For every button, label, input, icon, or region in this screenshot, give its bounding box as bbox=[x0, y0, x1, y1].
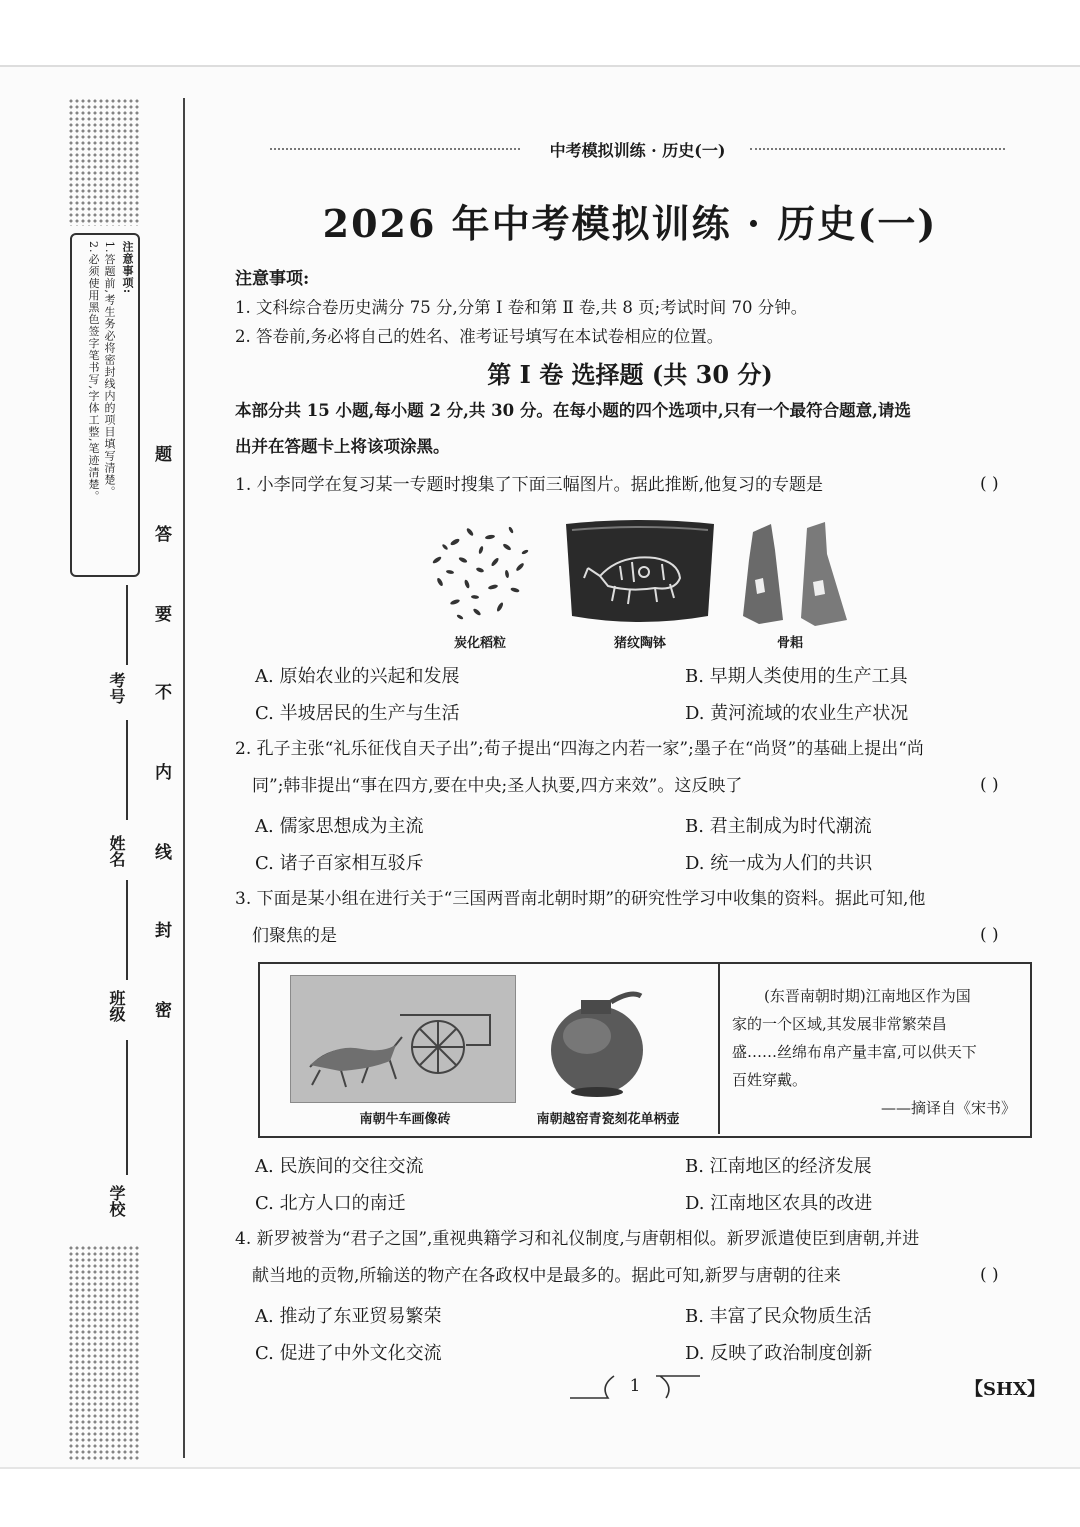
caption-pig-bowl: 猪纹陶钵 bbox=[613, 636, 666, 651]
rice-grains-image bbox=[415, 512, 545, 630]
page-number bbox=[570, 1372, 700, 1402]
celadon-pot-image bbox=[545, 988, 655, 1100]
q3-answer-paren[interactable]: ( ) bbox=[980, 925, 999, 945]
binding-note-box bbox=[70, 233, 140, 577]
q2-stem-line-2: 同”;韩非提出“事在四方,要在中央;圣人执要,四方来效”。这反映了 bbox=[252, 776, 743, 796]
section-intro-1: 本部分共 15 小题,每小题 2 分,共 30 分。在每小题的四个选项中,只有一个最符合题意,请选 bbox=[235, 401, 911, 420]
q3-material-divider bbox=[718, 962, 720, 1134]
section-title: 第 Ⅰ 卷 选择题 (共 30 分) bbox=[487, 360, 773, 389]
q1-option-c[interactable]: C. 半坡居民的生产与生活 bbox=[255, 703, 460, 724]
exam-number-line[interactable] bbox=[126, 585, 128, 665]
ox-cart-brick-image bbox=[290, 975, 516, 1103]
seal-char: 封 bbox=[155, 921, 172, 941]
seal-line-text bbox=[155, 440, 185, 1040]
q3-quote-line: 百姓穿戴。 bbox=[732, 1071, 808, 1089]
notice-item-1: 1. 文科综合卷历史满分 75 分,分第 Ⅰ 卷和第 Ⅱ 卷,共 8 页;考试时间 70 分钟。 bbox=[235, 298, 808, 317]
running-title: 中考模拟训练 · 历史(一) bbox=[549, 141, 726, 160]
q3-quote-line: 盛……丝绵布帛产量丰富,可以供天下 bbox=[732, 1043, 977, 1061]
q3-quote bbox=[732, 982, 1022, 1122]
caption-celadon-pot: 南朝越窑青瓷刻花单柄壶 bbox=[536, 1112, 680, 1127]
exam-number-label: 考号 bbox=[107, 672, 126, 704]
q3-option-c[interactable]: C. 北方人口的南迁 bbox=[255, 1193, 406, 1214]
q4-option-b[interactable]: B. 丰富了民众物质生活 bbox=[685, 1306, 872, 1327]
notice-heading: 注意事项: bbox=[235, 269, 310, 289]
q4-stem-line-1: 4. 新罗被誉为“君子之国”,重视典籍学习和礼仪制度,与唐朝相似。新罗派遣使臣到唐朝,并进 bbox=[235, 1229, 920, 1249]
bone-spade-image bbox=[735, 520, 855, 632]
seal-char: 内 bbox=[155, 763, 172, 783]
q2-option-b[interactable]: B. 君主制成为时代潮流 bbox=[685, 816, 872, 837]
q2-option-c[interactable]: C. 诸子百家相互驳斥 bbox=[255, 853, 424, 874]
class-line[interactable] bbox=[126, 880, 128, 980]
q3-stem-line-1: 3. 下面是某小组在进行关于“三国两晋南北朝时期”的研究性学习中收集的资料。据此可知,他 bbox=[235, 889, 926, 909]
q4-option-c[interactable]: C. 促进了中外文化交流 bbox=[255, 1343, 442, 1364]
binding-hatch-top bbox=[68, 98, 140, 226]
seal-char: 密 bbox=[155, 1001, 172, 1021]
name-label: 姓名 bbox=[107, 835, 126, 867]
q4-stem-line-2: 献当地的贡物,所输送的物产在各政权中是最多的。据此可知,新罗与唐朝的往来 bbox=[252, 1266, 841, 1286]
q1-option-d[interactable]: D. 黄河流域的农业生产状况 bbox=[685, 703, 909, 724]
q3-quote-line: (东晋南朝时期)江南地区作为国 bbox=[764, 987, 971, 1005]
name-line[interactable] bbox=[126, 720, 128, 820]
seal-char: 答 bbox=[155, 525, 172, 545]
school-line[interactable] bbox=[126, 1040, 128, 1175]
seal-char: 线 bbox=[155, 843, 172, 863]
binding-note-line-2: 2.必须使用黑色签字笔书写,字体工整,笔迹清楚。 bbox=[87, 241, 100, 503]
caption-rice-grains: 炭化稻粒 bbox=[453, 636, 506, 651]
notice-item-2: 2. 答卷前,务必将自己的姓名、准考证号填写在本试卷相应的位置。 bbox=[235, 327, 724, 346]
q1-option-b[interactable]: B. 早期人类使用的生产工具 bbox=[685, 666, 908, 687]
q3-quote-source: ——摘译自《宋书》 bbox=[880, 1099, 1016, 1117]
exam-title: 2026 年中考模拟训练 · 历史(一) bbox=[322, 201, 938, 246]
q2-option-a[interactable]: A. 儒家思想成为主流 bbox=[255, 816, 424, 837]
q3-quote-line: 家的一个区域,其发展非常繁荣昌 bbox=[732, 1015, 947, 1033]
q2-stem-line-1: 2. 孔子主张“礼乐征伐自天子出”;荀子提出“四海之内若一家”;墨子在“尚贤”的基础上提出“尚 bbox=[235, 739, 924, 759]
q4-answer-paren[interactable]: ( ) bbox=[980, 1265, 999, 1285]
page-number-value: 1 bbox=[629, 1376, 641, 1396]
pig-pottery-bowl-image bbox=[560, 516, 720, 628]
q1-answer-paren[interactable]: ( ) bbox=[980, 474, 999, 494]
paper-code: 【SHX】 bbox=[965, 1379, 1045, 1400]
binding-note-heading: 注意事项: bbox=[121, 241, 134, 295]
section-intro-2: 出并在答题卡上将该项涂黑。 bbox=[235, 437, 450, 456]
binding-divider bbox=[183, 98, 185, 1458]
q3-stem-line-2: 们聚焦的是 bbox=[252, 926, 337, 946]
seal-char: 要 bbox=[155, 605, 172, 625]
class-label: 班级 bbox=[107, 990, 126, 1022]
q4-option-a[interactable]: A. 推动了东亚贸易繁荣 bbox=[255, 1306, 442, 1327]
q3-option-a[interactable]: A. 民族间的交往交流 bbox=[255, 1156, 424, 1177]
q3-option-d[interactable]: D. 江南地区农具的改进 bbox=[685, 1193, 873, 1214]
q3-option-b[interactable]: B. 江南地区的经济发展 bbox=[685, 1156, 872, 1177]
running-header bbox=[270, 138, 1005, 160]
caption-ox-cart: 南朝牛车画像砖 bbox=[359, 1112, 451, 1127]
q4-option-d[interactable]: D. 反映了政治制度创新 bbox=[685, 1343, 873, 1364]
seal-char: 不 bbox=[155, 683, 172, 703]
binding-hatch-bottom bbox=[68, 1245, 140, 1460]
q1-option-a[interactable]: A. 原始农业的兴起和发展 bbox=[255, 666, 460, 687]
q2-answer-paren[interactable]: ( ) bbox=[980, 775, 999, 795]
q1-stem: 1. 小李同学在复习某一专题时搜集了下面三幅图片。据此推断,他复习的专题是 bbox=[235, 475, 824, 495]
caption-bone-spade: 骨耜 bbox=[776, 636, 803, 651]
q2-option-d[interactable]: D. 统一成为人们的共识 bbox=[685, 853, 873, 874]
school-label: 学校 bbox=[107, 1185, 126, 1217]
seal-char: 题 bbox=[155, 445, 172, 465]
binding-note-line-1: 1.答题前,考生务必将密封线内的项目填写清楚。 bbox=[103, 241, 116, 498]
